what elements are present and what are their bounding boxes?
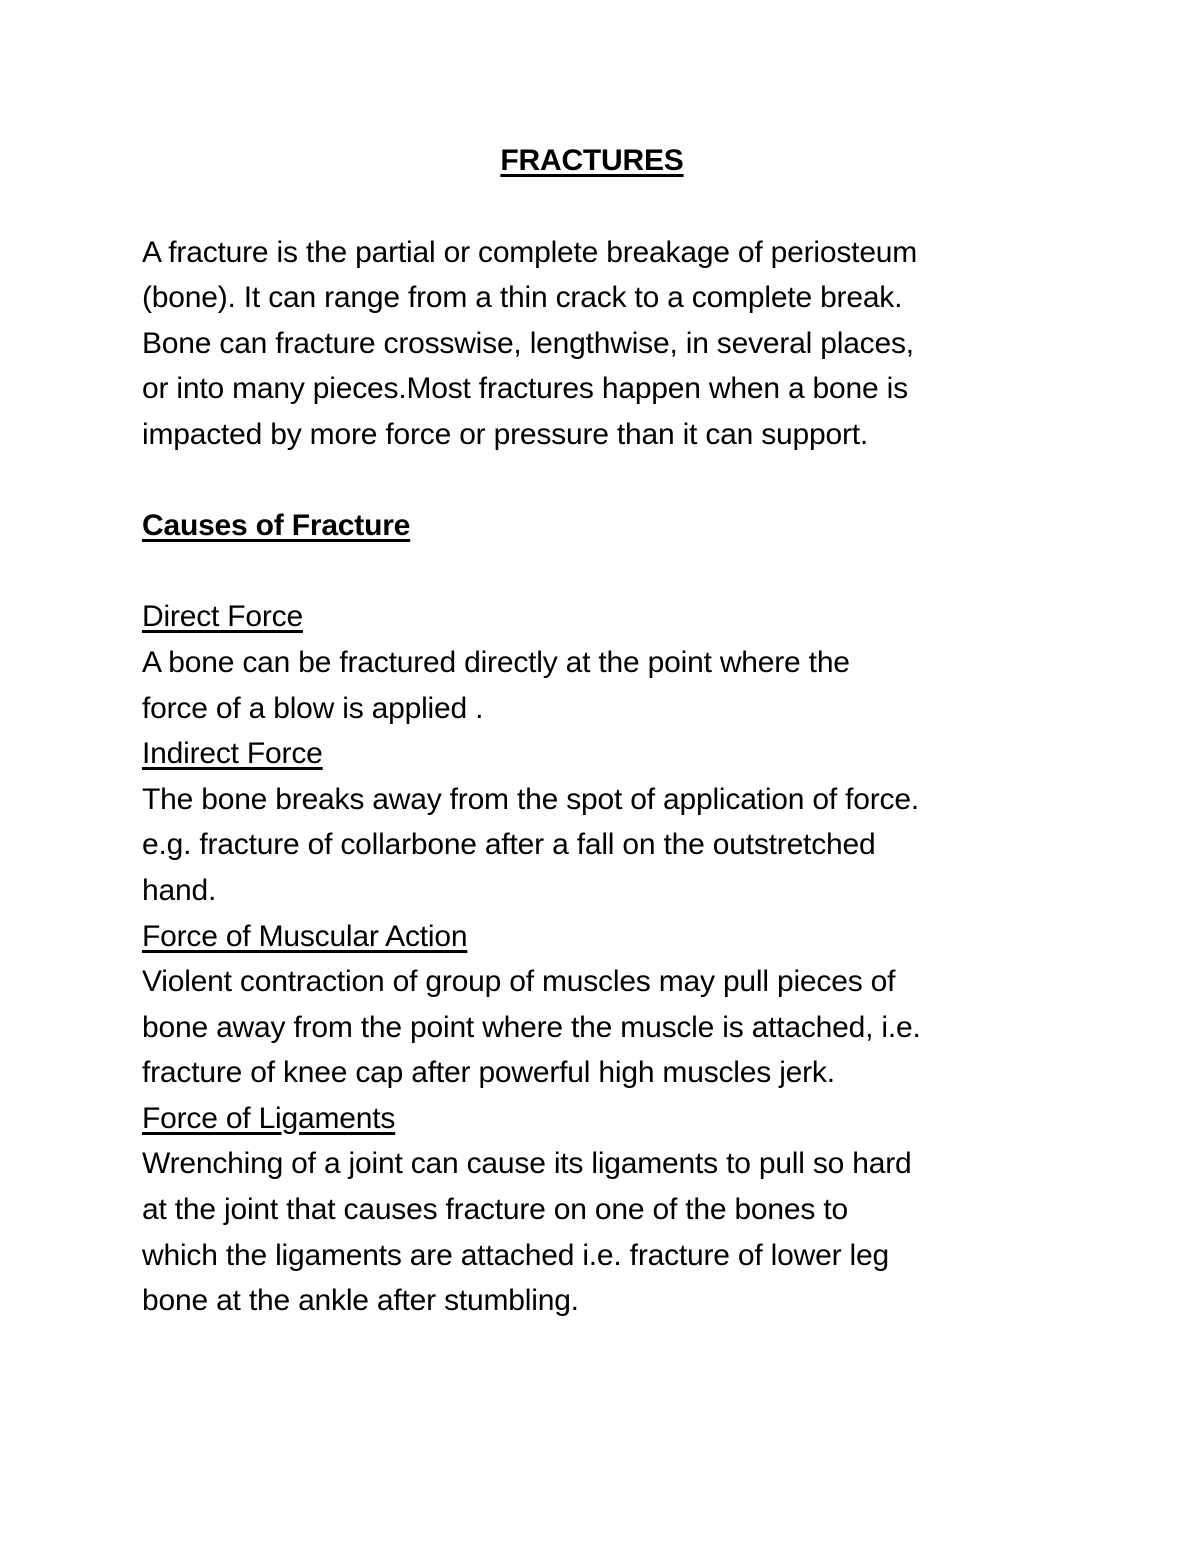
cause-indirect-force xyxy=(142,731,1072,913)
cause-line: force of a blow is applied . xyxy=(142,691,484,725)
intro-line: impacted by more force or pressure than it can support. xyxy=(142,417,869,451)
cause-line: Wrenching of a joint can cause its ligaments to pull so hard xyxy=(142,1147,912,1181)
document-body xyxy=(142,138,1072,1324)
spacer xyxy=(142,184,1072,230)
intro-line: (bone). It can range from a thin crack to a complete break. xyxy=(142,281,903,315)
cause-line: fracture of knee cap after powerful high muscles jerk. xyxy=(142,1056,835,1090)
cause-heading: Direct Force xyxy=(142,600,303,634)
spacer xyxy=(142,458,1072,504)
cause-heading: Force of Muscular Action xyxy=(142,919,468,953)
cause-direct-force xyxy=(142,594,1072,731)
cause-heading: Indirect Force xyxy=(142,737,323,771)
cause-line: A bone can be fractured directly at the point where the xyxy=(142,645,850,679)
intro-paragraph xyxy=(142,230,1072,458)
cause-line: The bone breaks away from the spot of application of force. xyxy=(142,782,919,816)
cause-ligaments xyxy=(142,1096,1072,1324)
cause-line: bone away from the point where the muscle is attached, i.e. xyxy=(142,1010,921,1044)
cause-line: at the joint that causes fracture on one of the bones to xyxy=(142,1193,848,1227)
cause-line: which the ligaments are attached i.e. fracture of lower leg xyxy=(142,1238,889,1272)
cause-line: hand. xyxy=(142,873,217,907)
intro-line: or into many pieces.Most fractures happen when a bone is xyxy=(142,372,908,406)
cause-line: bone at the ankle after stumbling. xyxy=(142,1284,579,1318)
spacer xyxy=(142,549,1072,595)
intro-line: Bone can fracture crosswise, lengthwise, in several places, xyxy=(142,326,914,360)
cause-line: Violent contraction of group of muscles may pull pieces of xyxy=(142,965,896,999)
cause-muscular-action xyxy=(142,914,1072,1096)
intro-line: A fracture is the partial or complete breakage of periosteum xyxy=(142,235,918,269)
cause-heading: Force of Ligaments xyxy=(142,1101,396,1135)
document-title: FRACTURES xyxy=(500,144,684,177)
cause-line: e.g. fracture of collarbone after a fall on the outstretched xyxy=(142,828,876,862)
section-heading-causes: Causes of Fracture xyxy=(142,509,411,543)
